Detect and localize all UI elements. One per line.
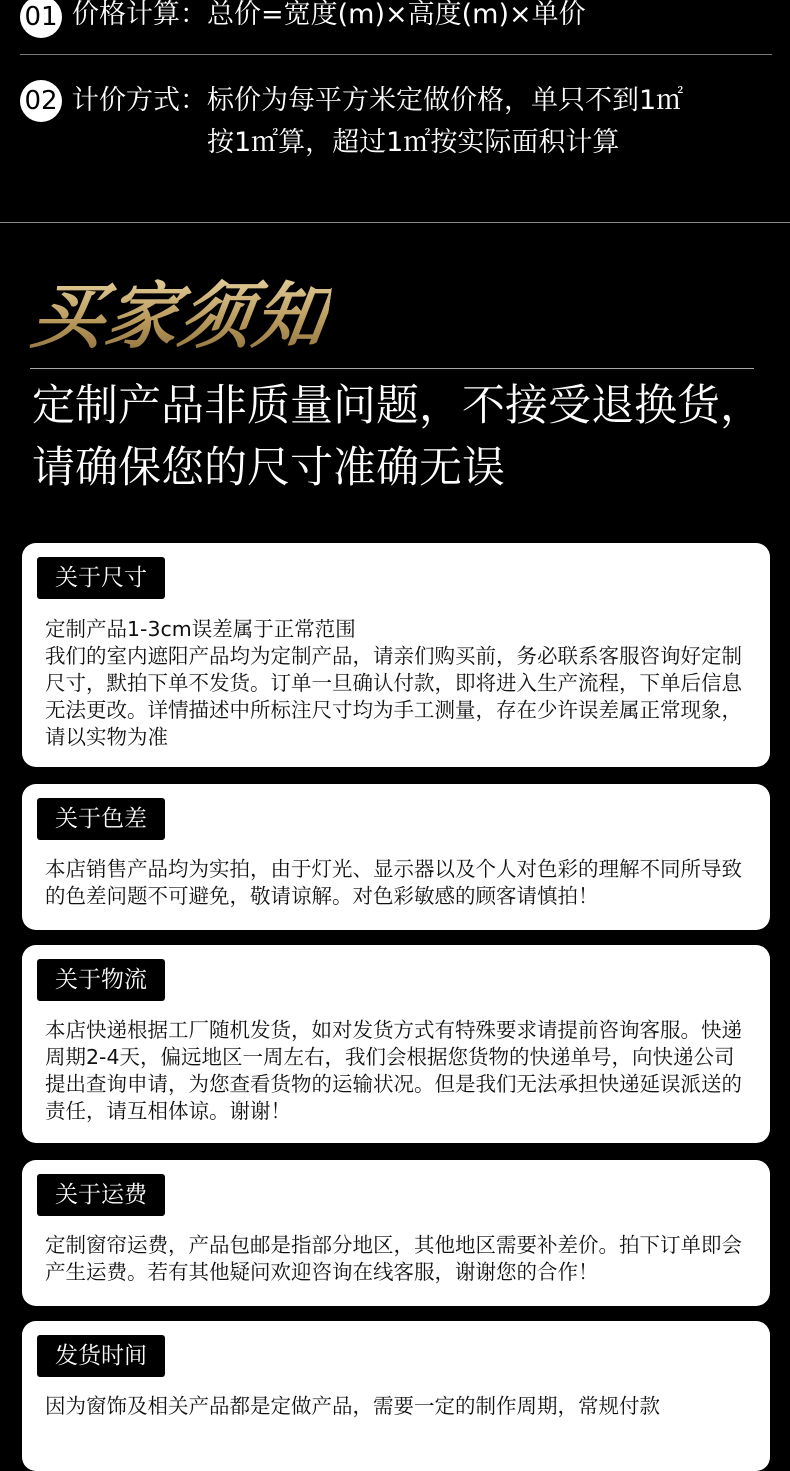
divider [20,54,772,55]
card-body: 因为窗饰及相关产品都是定做产品，需要一定的制作周期，常规付款 [45,1394,660,1418]
notice-card-delivery-time [22,1321,770,1471]
pricing-text-line: 标价为每平方米定做价格，单只不到1㎡ [207,85,684,116]
pricing-label: 价格计算： [72,0,207,30]
card-tag: 关于尺寸 [37,557,165,599]
section-divider [0,222,790,223]
headline-notice: 定制产品非质量问题，不接受退换货，请确保您的尺寸准确无误 [32,381,763,493]
card-tag: 关于运费 [37,1174,165,1216]
card-tag: 关于色差 [37,798,165,840]
card-body: 定制产品1-3cm误差属于正常范围 我们的室内遮阳产品均为定制产品，请亲们购买前，务必联系客服咨询好定制尺寸，默拍下单不发货。订单一旦确认付款，即将进入生产流程，下单后信息无法更改。详情描述中所标注尺寸均为手工测量，存在少许误差属正常现象，请以实物为准 [45,617,742,749]
section-title: 买家须知 [26,274,334,358]
pricing-text-block [207,80,683,164]
number-badge: 01 [20,0,62,38]
number-badge: 02 [20,80,62,122]
card-tag: 发货时间 [37,1335,165,1377]
notice-card-shipping-fee [22,1160,770,1306]
pricing-item-02 [20,80,683,164]
title-divider [30,368,754,369]
notice-card-size [22,543,770,767]
notice-card-color [22,784,770,930]
pricing-text-line: 按1㎡算，超过1㎡按实际面积计算 [207,127,620,158]
pricing-label: 计价方式： [72,85,207,116]
card-body: 本店销售产品均为实拍，由于灯光、显示器以及个人对色彩的理解不同所导致的色差问题不可避免，敬请谅解。对色彩敏感的顾客请慎拍！ [45,857,742,908]
card-body: 本店快递根据工厂随机发货，如对发货方式有特殊要求请提前咨询客服。快递周期2-4天，偏远地区一周左右，我们会根据您货物的快递单号，向快递公司提出查询申请，为您查看货物的运输状况。但是我们无法承担快递延误派送的责任，请互相体谅。谢谢！ [45,1018,742,1123]
card-body: 定制窗帘运费，产品包邮是指部分地区，其他地区需要补差价。拍下订单即会产生运费。若有其他疑问欢迎咨询在线客服，谢谢您的合作！ [45,1233,742,1284]
pricing-item-01 [20,0,586,38]
card-tag: 关于物流 [37,959,165,1001]
pricing-text: 总价=宽度(m)×高度(m)×单价 [207,0,586,30]
notice-card-logistics [22,945,770,1143]
